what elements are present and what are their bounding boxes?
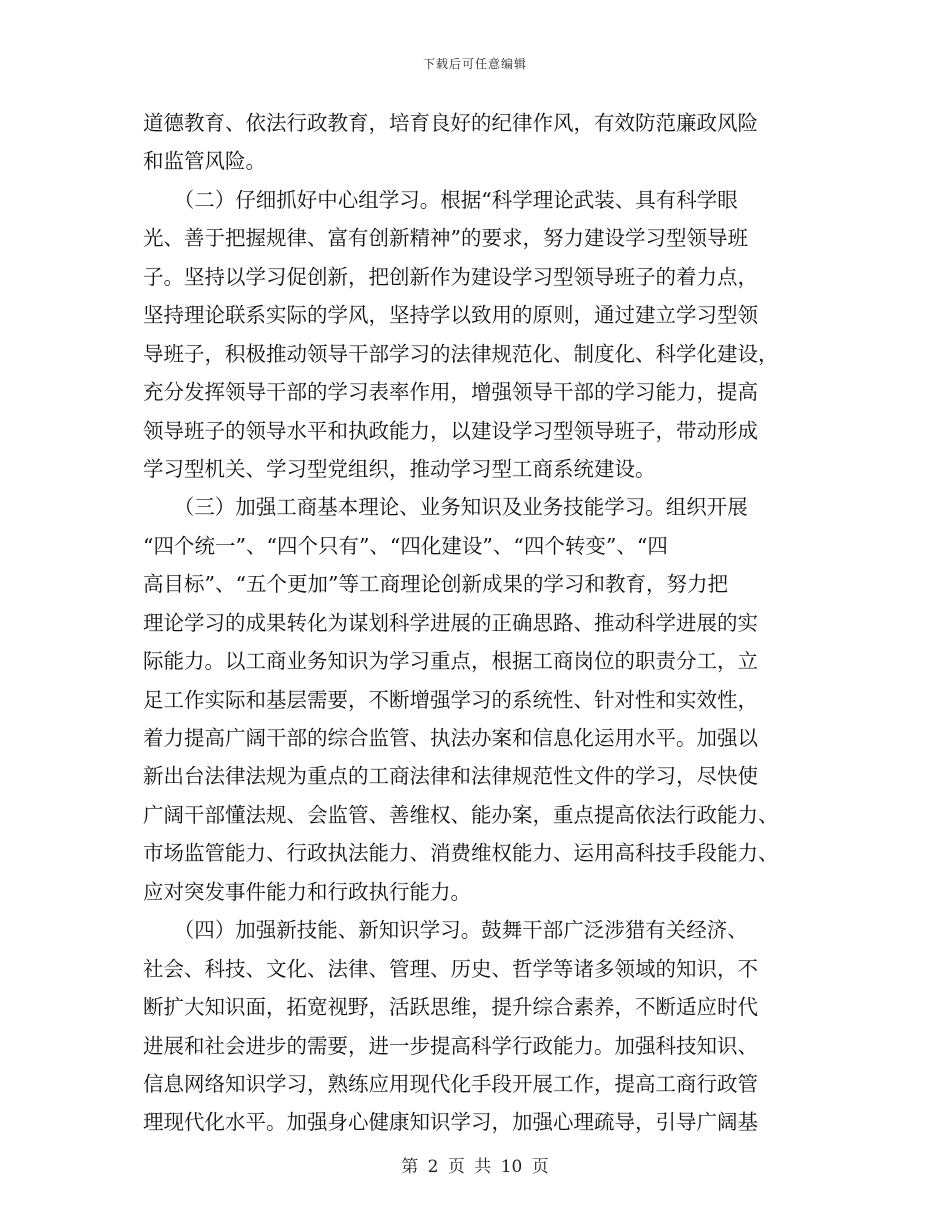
text-line: 应对突发事件能力和行政执行能力。 [143, 879, 471, 904]
text-line: 充分发挥领导干部的学习表率作用，增强领导干部的学习能力，提高 [143, 380, 758, 405]
text-line: 着力提高广阔干部的综合监管、执法办案和信息化运用水平。加强以 [143, 726, 758, 750]
text-line: 理现代化水平。加强身心健康知识学习，加强心理疏导，引导广阔基 [143, 1110, 758, 1135]
text-line: 学习型机关、学习型党组织，推动学习型工商系统建设。 [143, 456, 656, 481]
text-line: 道德教育、依法行政教育，培育良好的纪律作风，有效防范廉政风险 [143, 111, 758, 135]
text-line: 和监管风险。 [143, 149, 266, 174]
text-line: 社会、科技、文化、法律、管理、历史、哲学等诸多领域的知识，不 [143, 956, 758, 981]
text-line: 信息网络知识学习，熟练应用现代化手段开展工作，提高工商行政管 [143, 1071, 758, 1096]
text-line: 领导班子的领导水平和执政能力，以建设学习型领导班子，带动形成 [143, 418, 758, 443]
text-line: 市场监管能力、行政执法能力、消费维权能力、运用高科技手段能力、 [143, 841, 779, 866]
text-line: “四个统一”、“四个只有”、“四化建设”、“四个转变”、“四 [143, 533, 668, 558]
text-line: 足工作实际和基层需要，不断增强学习的系统性、针对性和实效性， [143, 687, 758, 712]
text-line: 高目标”、“五个更加”等工商理论创新成果的学习和教育，努力把 [143, 572, 728, 597]
text-line: 坚持理论联系实际的学风，坚持学以致用的原则，通过建立学习型领 [143, 303, 758, 328]
document-body [143, 104, 809, 1142]
text-line: 断扩大知识面，拓宽视野，活跃思维，提升综合素养，不断适应时代 [143, 995, 758, 1020]
text-line: 新出台法律法规为重点的工商法律和法律规范性文件的学习，尽快使 [143, 764, 758, 789]
text-line: 际能力。以工商业务知识为学习重点，根据工商岗位的职责分工，立 [143, 649, 758, 674]
text-line: 子。坚持以学习促创新，把创新作为建设学习型领导班子的着力点， [143, 264, 758, 289]
text-line: 广阔干部懂法规、会监管、善维权、能办案，重点提高依法行政能力、 [143, 802, 779, 827]
text-line: 理论学习的成果转化为谋划科学进展的正确思路、推动科学进展的实 [143, 610, 758, 635]
page-header: 下载后可任意编辑 [422, 57, 527, 71]
page-number: 第 2 页 共 10 页 [401, 1157, 549, 1177]
text-line: （二）仔细抓好中心组学习。根据“科学理论武装、具有科学眼 [143, 187, 738, 212]
text-line: 导班子，积极推动领导干部学习的法律规范化、制度化、科学化建设， [143, 341, 779, 366]
text-line: 进展和社会进步的需要，进一步提高科学行政能力。加强科技知识、 [143, 1033, 758, 1058]
text-line: （三）加强工商基本理论、业务知识及业务技能学习。组织开展 [143, 495, 748, 520]
text-line: 光、善于把握规律、富有创新精神”的要求，努力建设学习型领导班 [143, 226, 748, 251]
text-line: （四）加强新技能、新知识学习。鼓舞干部广泛涉猎有关经济、 [143, 918, 748, 943]
